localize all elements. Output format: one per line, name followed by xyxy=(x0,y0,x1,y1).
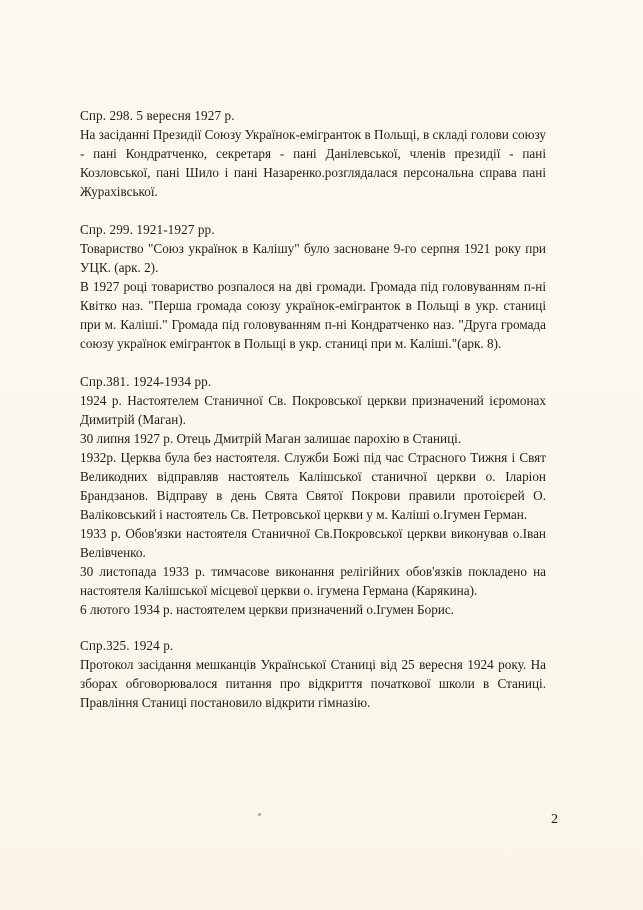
record-heading: Спр.325. 1924 р. xyxy=(80,638,174,653)
record-298 xyxy=(80,106,546,201)
document-body xyxy=(80,106,546,731)
record-paragraph: Товариство "Союз українок в Калішу" було засноване 9-го серпня 1921 року при УЦК. (арк. 2). xyxy=(80,241,546,275)
record-paragraph: 6 лютого 1934 р. настоятелем церкви призначений о.Ігумен Борис. xyxy=(80,602,454,617)
record-heading: Спр.381. 1924-1934 рр. xyxy=(80,374,212,389)
record-heading: Спр. 299. 1921-1927 рр. xyxy=(80,222,215,237)
record-paragraph: На засіданні Президії Союзу Українок-емігранток в Польщі, в складі голови союзу - пані Кондратченко, секретаря - пані Данілевської, членів президії - пані Козловської, пані Шило і пані Назаренко.розглядалася персональна справа пані Журахівської. xyxy=(80,127,546,199)
record-381 xyxy=(80,372,546,619)
record-325 xyxy=(80,636,546,712)
record-299 xyxy=(80,220,546,353)
record-paragraph: 30 листопада 1933 р. тимчасове виконання релігійних обов'язків покладено на настоятеля Калішської місцевої церкви о. ігумена Германа (Карякина). xyxy=(80,564,546,598)
page-number: 2 xyxy=(551,812,558,827)
record-heading: Спр. 298. 5 вересня 1927 р. xyxy=(80,108,235,123)
paper-speck xyxy=(258,813,261,816)
record-paragraph: Протокол засідання мешканців Української Станиці від 25 вересня 1924 року. На зборах обговорювалося питання про відкриття початкової школи в Станиці. Правління Станиці постановило відкрити гімназію. xyxy=(80,657,546,710)
record-paragraph: В 1927 році товариство розпалося на дві громади. Громада під головуванням п-ні Квітко наз. "Перша громада союзу українок-емігранток в Польщі в укр. станиці при м. Каліші." Громада під головуванням п-ні Кондратченко наз. "Друга громада союзу українок емігранток в Польщі в укр. станиці при м. Каліші."(арк. 8). xyxy=(80,279,546,351)
record-paragraph: 30 липня 1927 р. Отець Дмитрій Маган залишає парохію в Станиці. xyxy=(80,431,462,446)
record-paragraph: 1924 р. Настоятелем Станичної Св. Покровської церкви призначений ієромонах Димитрій (Маган). xyxy=(80,393,546,427)
record-paragraph: 1932р. Церква була без настоятеля. Служби Божі під час Страсного Тижня і Свят Великодних відправляв настоятель Калішської станичної церкви о. Іларіон Брандзанов. Відправу в день Свята Святої Покрови правили протоієрей О. Валіковський і настоятель Св. Петровської церкви у м. Каліші о.Ігумен Герман. xyxy=(80,450,546,522)
record-paragraph: 1933 р. Обов'язки настоятеля Станичної Св.Покровської церкви виконував о.Іван Велівченко. xyxy=(80,526,546,560)
